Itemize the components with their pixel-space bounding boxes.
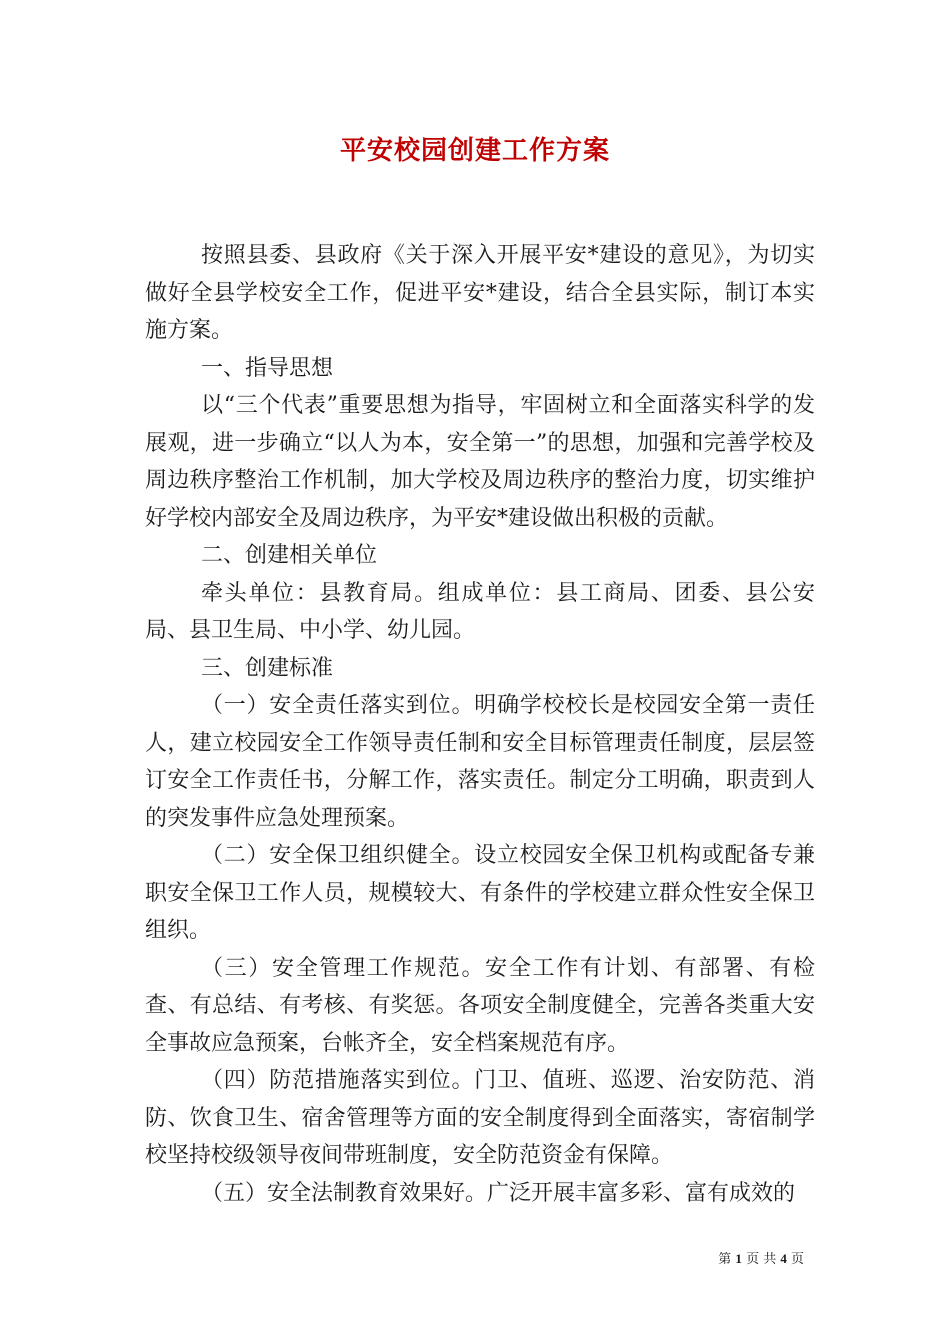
standard-item-1: （一）安全责任落实到位。明确学校校长是校园安全第一责任人，建立校园安全工作领导责任制和安全目标管理责任制度，层层签订安全工作责任书，分解工作，落实责任。制定分工明确，职责到人的突发事件应急处理预案。 [145, 693, 815, 831]
intro-paragraph: 按照县委、县政府《关于深入开展平安*建设的意见》，为切实做好全县学校安全工作，促进平安*建设，结合全县实际，制订本实施方案。 [145, 243, 815, 343]
footer-prefix: 第 [718, 1252, 732, 1267]
footer-current-page: 1 [735, 1251, 742, 1266]
page-number-footer [718, 1250, 804, 1269]
document-title: 平安校园创建工作方案 [339, 136, 610, 166]
standard-item-3: （三）安全管理工作规范。安全工作有计划、有部署、有检查、有总结、有考核、有奖惩。各项安全制度健全，完善各类重大安全事故应急预案，台帐齐全，安全档案规范有序。 [145, 955, 815, 1056]
standard-item-5: （五）安全法制教育效果好。广泛开展丰富多彩、富有成效的 [201, 1180, 796, 1206]
footer-middle: 页 共 [746, 1252, 777, 1267]
standard-item-2: （二）安全保卫组织健全。设立校园安全保卫机构或配备专兼职安全保卫工作人员，规模较大、有条件的学校建立群众性安全保卫组织。 [145, 843, 815, 943]
footer-total-pages: 4 [780, 1251, 787, 1266]
document-body [145, 237, 815, 1212]
footer-suffix: 页 [790, 1252, 804, 1267]
section-heading-guiding-thought: 一、指导思想 [201, 355, 334, 381]
guiding-thought-paragraph: 以“三个代表”重要思想为指导，牢固树立和全面落实科学的发展观，进一步确立“以人为本，安全第一”的思想，加强和完善学校及周边秩序整治工作机制，加大学校及周边秩序的整治力度，切实维护好学校内部安全及周边秩序，为平安*建设做出积极的贡献。 [145, 393, 815, 531]
units-paragraph: 牵头单位：县教育局。组成单位：县工商局、团委、县公安局、县卫生局、中小学、幼儿园。 [145, 580, 815, 643]
standard-item-4: （四）防范措施落实到位。门卫、值班、巡逻、治安防范、消防、饮食卫生、宿舍管理等方面的安全制度得到全面落实，寄宿制学校坚持校级领导夜间带班制度，安全防范资金有保障。 [145, 1068, 815, 1168]
section-heading-standards: 三、创建标准 [201, 655, 334, 681]
section-heading-units: 二、创建相关单位 [201, 543, 378, 568]
